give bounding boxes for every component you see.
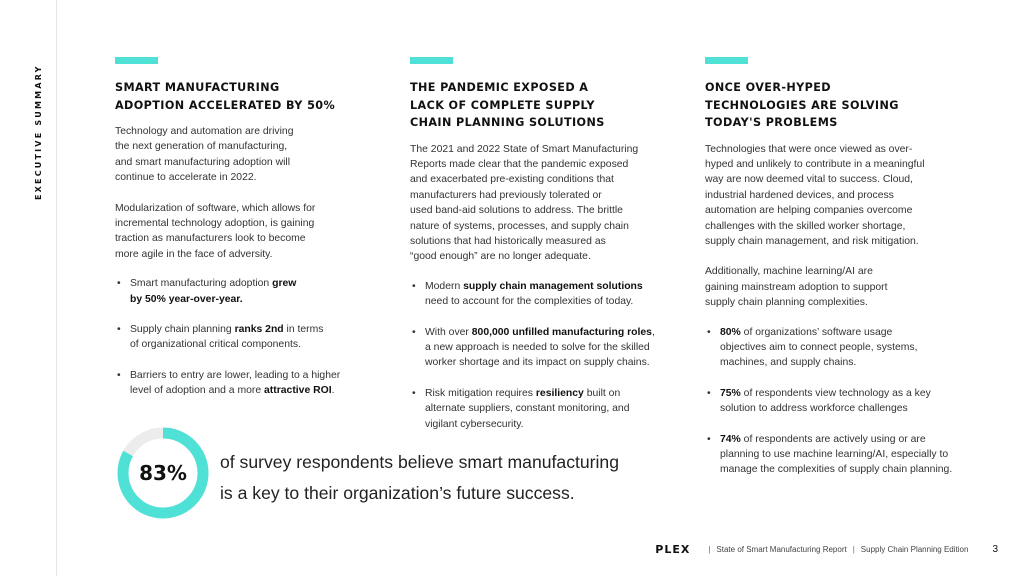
body-paragraph: Technologies that were once viewed as over- hyped and unlikely to contribute in a meaningful way are now deemed vital to success. Cloud, industrial hardened devices, and process automation are helping companies overcome challenges with the skilled worker shortage, supply chain management, and risk mitigation.: [705, 143, 925, 247]
accent-bar: [705, 57, 748, 64]
bullet-dot: •: [412, 326, 416, 338]
bullet-text: Barriers to entry are lower, leading to a higher level of adoption and a more: [130, 369, 341, 397]
bullet-text: Supply chain planning: [130, 324, 235, 336]
body-paragraph: Technology and automation are driving the next generation of manufacturing, and smart manufacturing adoption will continue to accelerate in 2022.: [115, 126, 294, 184]
bullet-text: Smart manufacturing adoption: [130, 278, 273, 290]
footer-separator: |: [708, 544, 711, 554]
bullet-text: With over: [425, 326, 472, 338]
bullet-dot: •: [117, 324, 121, 336]
bullet-item: [115, 322, 385, 353]
bullet-item: [410, 279, 680, 310]
bullet-emphasis: ranks 2nd: [234, 324, 284, 336]
bullet-text: , a new approach is needed to solve for the skilled worker shortage and its impact on supply chains.: [425, 326, 655, 369]
bullet-item: [705, 386, 975, 417]
section-label: EXECUTIVE SUMMARY: [34, 64, 43, 200]
footer-report-title: State of Smart Manufacturing Report: [716, 544, 847, 554]
bullet-dot: •: [412, 387, 416, 399]
bullet-item: [410, 386, 680, 432]
bullet-text: in terms of organizational critical components.: [130, 324, 324, 351]
stat-value: 83%: [139, 461, 187, 485]
bullet-list: [115, 276, 385, 398]
column-heading: ONCE OVER-HYPED TECHNOLOGIES ARE SOLVING TODAY'S PROBLEMS: [705, 81, 899, 129]
page-number: 3: [992, 543, 998, 555]
bullet-text: Risk mitigation requires: [425, 387, 536, 399]
page-footer: [655, 541, 998, 557]
bullet-item: [115, 276, 385, 307]
column-over-hyped-tech: [705, 57, 975, 478]
body-paragraph: The 2021 and 2022 State of Smart Manufacturing Reports made clear that the pandemic exposed and exacerbated pre-existing conditions that manufacturers had previously tolerated or used band-aid solutions to address. The brittle nature of systems, processes, and supply chain solutions that had historically measured as “good enough” are no longer adequate.: [410, 143, 639, 263]
accent-bar: [115, 57, 158, 64]
bullet-dot: •: [412, 280, 416, 292]
bullet-list: [410, 279, 680, 432]
accent-bar: [410, 57, 453, 64]
bullet-emphasis: attractive ROI: [264, 385, 332, 397]
body-paragraph: Modularization of software, which allows for incremental technology adoption, is gaining traction as manufacturers look to become more agile in the face of adversity.: [115, 202, 316, 260]
bullet-emphasis: resiliency: [535, 387, 584, 399]
bullet-item: [705, 325, 975, 371]
column-heading: SMART MANUFACTURING ADOPTION ACCELERATED BY 50%: [115, 81, 336, 112]
footer-edition: Supply Chain Planning Edition: [860, 544, 969, 554]
column-smart-manufacturing: [115, 57, 385, 399]
bullet-emphasis: grew by 50% year-over-year.: [130, 278, 297, 305]
bullet-emphasis: supply chain management solutions: [463, 280, 643, 292]
stat-caption: of survey respondents believe smart manufacturing is a key to their organization’s future success.: [220, 452, 619, 503]
bullet-text: .: [331, 385, 335, 397]
bullet-text: of respondents are actively using or are planning to use machine learning/AI, especially to manage the complexities of supply chain planning.: [720, 433, 953, 476]
bullet-dot: •: [117, 369, 121, 381]
bullet-item: [410, 325, 680, 371]
bullet-emphasis: 74%: [720, 433, 741, 445]
bullet-dot: •: [707, 326, 711, 338]
bullet-text: built on alternate suppliers, constant monitoring, and vigilant cybersecurity.: [425, 387, 630, 430]
bullet-text: of respondents view technology as a key solution to address workforce challenges: [720, 387, 931, 415]
bullet-emphasis: 80%: [720, 326, 741, 338]
bullet-dot: •: [117, 278, 121, 290]
bullet-item: [115, 368, 385, 399]
bullet-item: [705, 432, 975, 478]
column-heading: THE PANDEMIC EXPOSED A LACK OF COMPLETE SUPPLY CHAIN PLANNING SOLUTIONS: [410, 81, 605, 129]
sidebar-divider: [56, 0, 57, 576]
body-paragraph: Additionally, machine learning/AI are gaining mainstream adoption to support supply chain planning complexities.: [705, 266, 888, 309]
bullet-text: Modern: [425, 280, 464, 292]
column-pandemic: [410, 57, 680, 432]
bullet-dot: •: [707, 433, 711, 445]
footer-separator: |: [852, 544, 855, 554]
bullet-emphasis: 800,000 unfilled manufacturing roles: [471, 326, 652, 338]
bullet-emphasis: 75%: [720, 387, 741, 399]
bullet-list: [705, 325, 975, 478]
bullet-text: of organizations’ software usage objectives aim to connect people, systems, machines, and supply chains.: [720, 326, 918, 369]
plex-logo: PLEX: [655, 542, 691, 556]
bullet-text: need to account for the complexities of today.: [425, 296, 634, 308]
bullet-dot: •: [707, 387, 711, 399]
